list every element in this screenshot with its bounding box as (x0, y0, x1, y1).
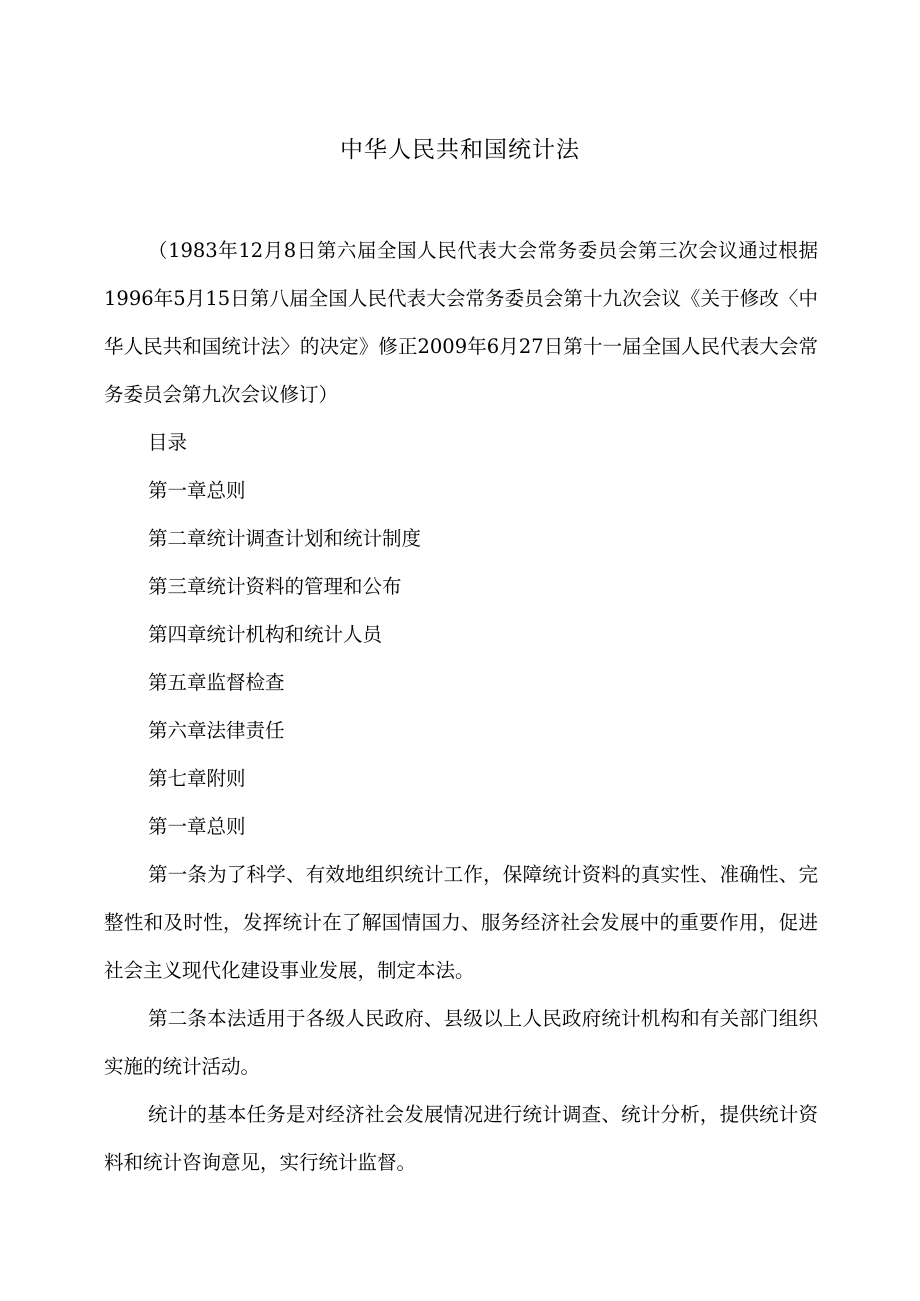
toc-item-chapter-2: 第二章统计调查计划和统计制度 (148, 527, 422, 550)
toc-item-chapter-5: 第五章监督检查 (148, 671, 285, 694)
preamble-paragraph: （1983年12月8日第六届全国人民代表大会常务委员会第三次会议通过根据1996年5月15日第八届全国人民代表大会常务委员会第十九次会议《关于修改〈中华人民共和国统计法〉的决定》修正2009年6月27日第十一届全国人民代表大会常务委员会第九次会议修订） (104, 239, 818, 406)
toc-heading: 目录 (148, 431, 188, 454)
chapter-heading: 第一章总则 (148, 815, 246, 838)
article-2-paragraph: 第二条本法适用于各级人民政府、县级以上人民政府统计机构和有关部门组织实施的统计活动。 (104, 1007, 818, 1078)
toc-item-chapter-3: 第三章统计资料的管理和公布 (148, 575, 402, 598)
document-title: 中华人民共和国统计法 (340, 137, 580, 163)
toc-item-chapter-7: 第七章附则 (148, 767, 246, 790)
document-body (104, 227, 818, 1187)
article-1-paragraph: 第一条为了科学、有效地组织统计工作，保障统计资料的真实性、准确性、完整性和及时性，发挥统计在了解国情国力、服务经济社会发展中的重要作用，促进社会主义现代化建设事业发展，制定本法。 (104, 863, 818, 982)
toc-item-chapter-4: 第四章统计机构和统计人员 (148, 623, 383, 646)
toc-item-chapter-6: 第六章法律责任 (148, 719, 285, 742)
basic-task-paragraph: 统计的基本任务是对经济社会发展情况进行统计调查、统计分析，提供统计资料和统计咨询意见，实行统计监督。 (104, 1103, 818, 1174)
toc-item-chapter-1: 第一章总则 (148, 479, 246, 502)
